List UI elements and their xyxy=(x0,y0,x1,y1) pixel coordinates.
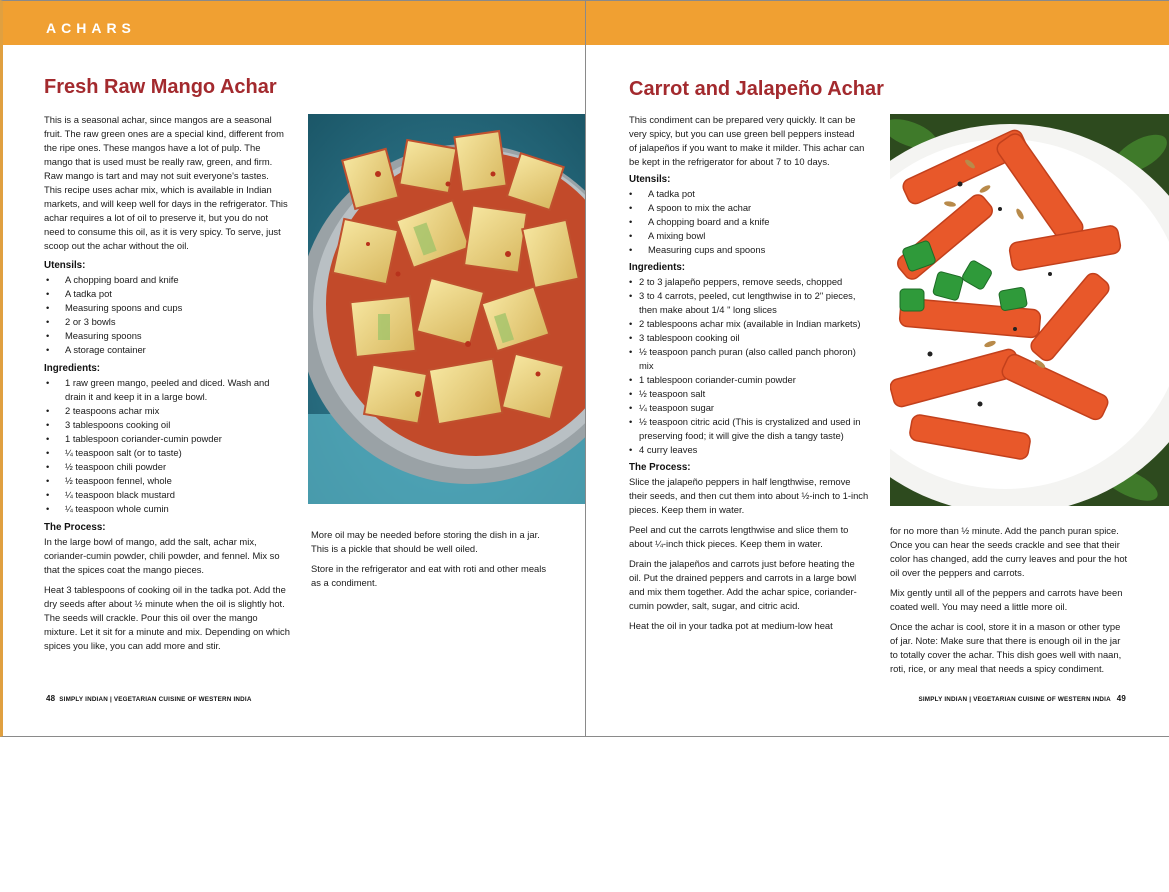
ingredients-list xyxy=(629,275,869,457)
mango-bowl-illustration xyxy=(308,114,586,504)
list-item: • 3 tablespoons cooking oil xyxy=(44,418,290,432)
list-item: • A chopping board and a knife xyxy=(629,215,869,229)
list-item: • ½ teaspoon chili powder xyxy=(44,460,290,474)
footer-text: SIMPLY INDIAN | VEGETARIAN CUISINE OF WESTERN INDIA xyxy=(59,696,252,703)
list-item: • 3 to 4 carrots, peeled, cut lengthwise in to 2" pieces, then make about 1/4 " long slices xyxy=(629,289,869,317)
process-heading: The Process: xyxy=(44,522,106,533)
list-item: • A tadka pot xyxy=(629,187,869,201)
list-item: • 2 tablespoons achar mix (available in Indian markets) xyxy=(629,317,869,331)
ingredients-list xyxy=(44,376,290,516)
utensils-heading: Utensils: xyxy=(629,174,671,185)
list-item: • ¼ teaspoon sugar xyxy=(629,401,869,415)
intro-paragraph: This condiment can be prepared very quickly. It can be very spicy, but you can use green bell peppers instead of jalapeños if you want to make it milder. This achar can be kept in the refrigerator for about 7 to 10 days. xyxy=(629,114,865,167)
list-item: • 3 tablespoon cooking oil xyxy=(629,331,869,345)
col2-paragraph: Store in the refrigerator and eat with roti and other meals as a condiment. xyxy=(311,563,547,588)
page-number: 49 xyxy=(1116,694,1126,703)
col2-paragraph: Mix gently until all of the peppers and carrots have been coated well. You may need a little more oil. xyxy=(890,587,1123,612)
right-page xyxy=(585,0,1169,737)
carrot-plate-illustration xyxy=(890,114,1169,506)
col2-paragraph: for no more than ½ minute. Add the panch puran spice. Once you can hear the seeds crackle and see that their color has changed, add the curry leaves and pour the hot oil over the peppers and carrots. xyxy=(890,525,1128,578)
recipe-title: Fresh Raw Mango Achar xyxy=(44,76,277,98)
right-second-column xyxy=(890,524,1130,682)
header-band xyxy=(586,1,1169,45)
list-item: • 2 or 3 bowls xyxy=(44,315,290,329)
col2-paragraph: Once the achar is cool, store it in a mason or other type of jar. Note: Make sure that there is enough oil in the jar to totally cover the achar. This dish goes well with naan, roti, rice, or any meal that needs a spicy condiment. xyxy=(890,621,1122,674)
left-main-column xyxy=(44,113,290,659)
list-item: • 1 raw green mango, peeled and diced. Wash and drain it and keep it in a large bowl. xyxy=(44,376,290,404)
process-paragraph: Heat 3 tablespoons of cooking oil in the tadka pot. Add the dry seeds after about ½ minute when the oil is slightly hot. The seeds will crackle. Pour this oil over the mango mixture. Let it sit for a minute and mix. Depending on which spices you like, you can add more and stir. xyxy=(44,584,290,651)
list-item: • Measuring spoons xyxy=(44,329,290,343)
process-paragraph: Drain the jalapeños and carrots just before heating the oil. Put the drained peppers and carrots in a large bowl and mix them together. Add the achar spice, coriander-cumin powder, salt, sugar, and citric acid. xyxy=(629,558,857,611)
process-paragraph: Heat the oil in your tadka pot at medium-low heat xyxy=(629,620,833,631)
footer-text: SIMPLY INDIAN | VEGETARIAN CUISINE OF WESTERN INDIA xyxy=(918,696,1111,703)
list-item: • A spoon to mix the achar xyxy=(629,201,869,215)
left-page xyxy=(0,0,586,737)
process-paragraph: In the large bowl of mango, add the salt, achar mix, coriander-cumin powder, chili powder, and fennel. Mix so that the spices coat the mango pieces. xyxy=(44,536,280,575)
list-item: • Measuring spoons and cups xyxy=(44,301,290,315)
left-second-column xyxy=(311,528,553,596)
process-paragraph: Peel and cut the carrots lengthwise and slice them to about ¼-inch thick pieces. Keep them in water. xyxy=(629,524,849,549)
list-item: • ½ teaspoon salt xyxy=(629,387,869,401)
process-heading: The Process: xyxy=(629,462,691,473)
list-item: • A mixing bowl xyxy=(629,229,869,243)
page-number: 48 xyxy=(46,694,56,703)
list-item: • 2 to 3 jalapeño peppers, remove seeds, chopped xyxy=(629,275,869,289)
mango-achar-photo xyxy=(308,114,586,504)
list-item: • ½ teaspoon fennel, whole xyxy=(44,474,290,488)
list-item: • 1 tablespoon coriander-cumin powder xyxy=(44,432,290,446)
right-footer xyxy=(918,694,1126,703)
list-item: • 2 teaspoons achar mix xyxy=(44,404,290,418)
utensils-list xyxy=(629,187,869,257)
left-footer xyxy=(46,694,252,703)
list-item: • ½ teaspoon panch puran (also called panch phoron) mix xyxy=(629,345,869,373)
list-item: • 1 tablespoon coriander-cumin powder xyxy=(629,373,869,387)
list-item: • ¼ teaspoon black mustard xyxy=(44,488,290,502)
header-band xyxy=(3,1,585,45)
utensils-list xyxy=(44,273,290,357)
recipe-title: Carrot and Jalapeño Achar xyxy=(629,78,884,100)
list-item: • A storage container xyxy=(44,343,290,357)
section-label: ACHARS xyxy=(46,20,136,36)
col2-paragraph: More oil may be needed before storing the dish in a jar. This is a pickle that should be well oiled. xyxy=(311,529,540,554)
list-item: • A chopping board and knife xyxy=(44,273,290,287)
carrot-achar-photo xyxy=(890,114,1169,506)
utensils-heading: Utensils: xyxy=(44,260,86,271)
intro-paragraph: This is a seasonal achar, since mangos are a seasonal fruit. The raw green ones are a special kind, different from the ripe ones. These mangos have a lot of pulp. The mango that is used must be really raw, green, and firm. Raw mango is tart and may not suit everyone's tastes. This recipe uses achar mix, which is available in Indian markets, and will keep well for days in the refrigerator. This achar requires a lot of oil to preserve it, but you do not need to consume this oil, as it is very spicy. To serve, just scoop out the achar without the oil. xyxy=(44,114,288,251)
list-item: • ¼ teaspoon whole cumin xyxy=(44,502,290,516)
list-item: • Measuring cups and spoons xyxy=(629,243,869,257)
list-item: • A tadka pot xyxy=(44,287,290,301)
process-paragraph: Slice the jalapeño peppers in half lengthwise, remove their seeds, and then cut them into about ½-inch to 1-inch pieces. Keep them in water. xyxy=(629,476,869,515)
list-item: • ½ teaspoon citric acid (This is crystalized and used in preserving food; it will give the dish a tangy taste) xyxy=(629,415,869,443)
ingredients-heading: Ingredients: xyxy=(629,262,686,273)
right-main-column xyxy=(629,113,869,639)
ingredients-heading: Ingredients: xyxy=(44,363,101,374)
list-item: • 4 curry leaves xyxy=(629,443,869,457)
list-item: • ¼ teaspoon salt (or to taste) xyxy=(44,446,290,460)
